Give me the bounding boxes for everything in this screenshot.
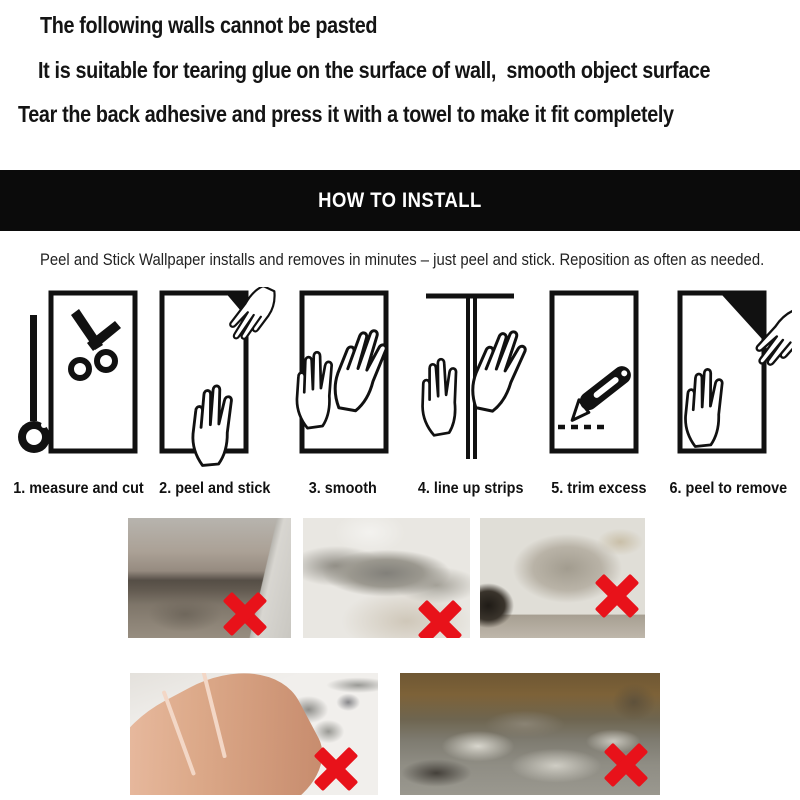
peel-to-remove-illustration — [666, 287, 792, 479]
wallpaper-panel — [51, 293, 135, 451]
step-label: 2. peel and stick — [159, 480, 271, 497]
step-label: 3. smooth — [309, 480, 378, 497]
hand-icon — [415, 357, 467, 437]
red-x-icon — [604, 743, 648, 787]
red-x-icon — [418, 600, 462, 638]
red-x-icon — [223, 592, 267, 636]
intro-line-1: The following walls cannot be pasted — [40, 12, 378, 38]
step-1-measure-and-cut — [6, 287, 151, 509]
trim-excess-illustration — [536, 287, 662, 479]
red-x-icon — [314, 747, 358, 791]
step-5-trim-excess — [535, 287, 663, 509]
how-to-install-banner — [0, 170, 800, 231]
photo-peeling-paint-plaster-wall — [303, 518, 470, 638]
photo-rusty-grunge-textured-surface — [400, 673, 660, 795]
step-6-peel-to-remove — [663, 287, 794, 509]
install-steps — [0, 287, 800, 509]
step-label: 4. line up strips — [418, 480, 524, 497]
step-label: 1. measure and cut — [13, 480, 144, 497]
photo-damaged-plaster-wall-with-hole — [480, 518, 645, 638]
hand-touching-wall — [130, 673, 340, 795]
install-subtitle: Peel and Stick Wallpaper installs and removes in minutes – just peel and stick. Reposition as often as needed. — [40, 251, 765, 269]
banner-title: HOW TO INSTALL — [318, 188, 482, 212]
step-3-smooth — [279, 287, 407, 509]
measure-and-cut-illustration — [15, 287, 141, 479]
step-2-peel-and-stick — [151, 287, 279, 509]
photo-damp-stained-wall-corner — [128, 518, 291, 638]
step-4-line-up-strips — [407, 287, 535, 509]
peel-and-stick-illustration — [152, 287, 278, 479]
smooth-illustration — [280, 287, 406, 479]
step-label: 5. trim excess — [551, 480, 647, 497]
line-up-strips-illustration — [408, 287, 534, 479]
intro-line-3: Tear the back adhesive and press it with a towel to make it fit completely — [18, 101, 674, 127]
hand-icon — [469, 326, 529, 415]
step-label: 6. peel to remove — [669, 480, 788, 497]
tape-measure-icon — [18, 315, 50, 453]
intro-line-2: It is suitable for tearing glue on the surface of wall, smooth object surface — [38, 57, 711, 83]
photo-powdery-moldy-wall-with-hand — [130, 673, 378, 795]
red-x-icon — [595, 574, 639, 618]
